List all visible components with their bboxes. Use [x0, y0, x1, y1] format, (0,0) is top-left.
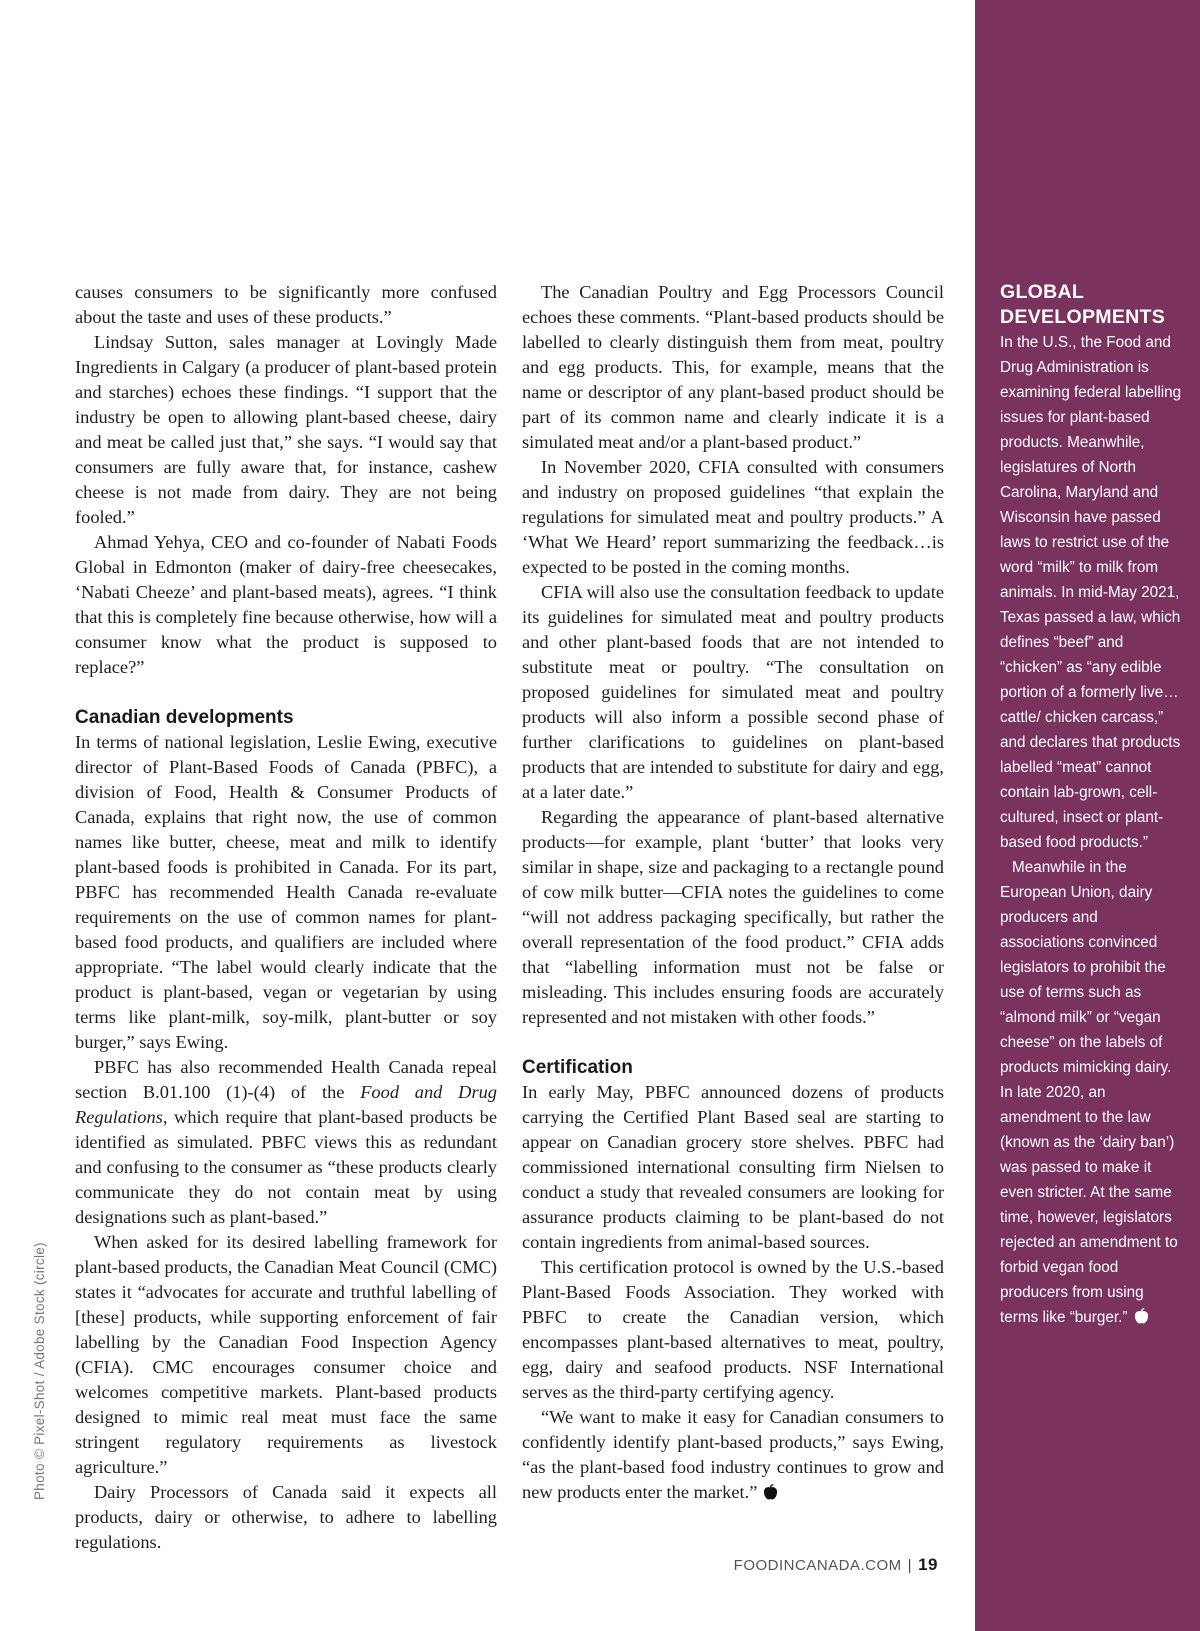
body-paragraph: causes consumers to be significantly more confused about the taste and uses of these products.” — [75, 282, 497, 327]
apple-end-mark-icon — [763, 1484, 778, 1500]
body-paragraph: In November 2020, CFIA consulted with consumers and industry on proposed guidelines “that explain the regulations for simulated meat and poultry products.” A ‘What We Heard’ report summarizing the feedback…is expected to be posted in the coming months. — [522, 457, 944, 577]
middle-column — [522, 280, 944, 1505]
page-number: 19 — [918, 1555, 938, 1574]
footer-site: FOODINCANADA.COM — [733, 1557, 902, 1574]
body-paragraph: CFIA will also use the consultation feedback to update its guidelines for simulated meat and poultry products and other plant-based foods that are not intended to substitute meat or poultry. “The consultation on proposed guidelines for simulated meat and poultry products will also inform a possible second phase of further clarifications to guidelines on plant-based products that are intended to substitute for dairy and egg, at a later date.” — [522, 582, 944, 802]
sidebar-paragraph — [1000, 855, 1185, 1330]
sidebar-title: GLOBAL DEVELOPMENTS — [1000, 281, 1166, 328]
paragraph-text: which require that plant-based products be identified as simulated. PBFC views this as redundant and confusing to the consumer as “these products clearly communicate they do not contain meat by using designations such as plant-based.” — [75, 1107, 497, 1227]
body-paragraph: Regarding the appearance of plant-based alternative products—for example, plant ‘butter’ that looks very similar in shape, size and packaging to a rectangle pound of cow milk butter—CFIA notes the guidelines to come “will not address packaging specifically, but rather the overall representation of the food product.” CFIA adds that “labelling information must not be false or misleading. This includes ensuring foods are accurately represented and not mistaken with other foods.” — [522, 807, 944, 1027]
body-paragraph: Ahmad Yehya, CEO and co-founder of Nabati Foods Global in Edmonton (maker of dairy-free cheesecakes, ‘Nabati Cheeze’ and plant-based meats), agrees. “I think that this is completely fine because otherwise, how will a consumer know what the product is supposed to replace?” — [75, 532, 497, 677]
page-footer — [734, 1555, 938, 1575]
section-heading: Canadian developments — [75, 707, 294, 728]
body-paragraph: Lindsay Sutton, sales manager at Lovingly Made Ingredients in Calgary (a producer of plant-based protein and starches) echoes these findings. “I support that the industry be open to allowing plant-based cheese, dairy and meat be called just that,” she says. “I would say that consumers are fully aware that, for instance, cashew cheese is not made from dairy. They are not being fooled.” — [75, 332, 497, 527]
body-paragraph: Dairy Processors of Canada said it expects all products, dairy or otherwise, to adhere to labelling regulations. — [75, 1482, 497, 1552]
body-paragraph: The Canadian Poultry and Egg Processors Council echoes these comments. “Plant-based products should be labelled to clearly distinguish them from meat, poultry and egg products. This, for example, means that the name or descriptor of any plant-based product should be part of its common name and clearly indicate it is a simulated meat and/or a plant-based product.” — [522, 282, 944, 452]
body-paragraph: In early May, PBFC announced dozens of products carrying the Certified Plant Based seal are starting to appear on Canadian grocery store shelves. PBFC had commissioned international consulting firm Nielsen to conduct a study that revealed consumers are looking for assurance products claiming to be plant-based do not contain ingredients from animal-based sources. — [522, 1082, 944, 1252]
photo-credit: Photo © Pixel-Shot / Adobe Stock (circle) — [32, 1242, 47, 1500]
sidebar-content — [1000, 280, 1185, 1330]
body-paragraph: This certification protocol is owned by the U.S.-based Plant-Based Foods Association. They worked with PBFC to create the Canadian version, which encompasses plant-based alternatives to meat, poultry, egg, dairy and seafood products. NSF International serves as the third-party certifying agency. — [522, 1257, 944, 1402]
body-paragraph — [75, 1055, 497, 1230]
paragraph-text: PBFC has also recommended Health Canada repeal section B.01.100 (1)-(4) of the — [75, 1057, 497, 1102]
apple-end-mark-icon — [1134, 1308, 1149, 1324]
left-column — [75, 280, 497, 1555]
body-paragraph: In terms of national legislation, Leslie Ewing, executive director of Plant-Based Foods of Canada (PBFC), a division of Food, Health & Consumer Products of Canada, explains that right now, the use of common names like butter, cheese, meat and milk to identify plant-based foods is prohibited in Canada. For its part, PBFC has recommended Health Canada re-evaluate requirements on the use of common names for plant-based food products, and qualifiers are included where appropriate. “The label would clearly indicate that the product is plant-based, vegan or vegetarian by using terms like plant-milk, soy-milk, plant-butter or soy burger,” says Ewing. — [75, 732, 497, 1052]
footer-separator: | — [907, 1557, 913, 1574]
regulation-title: Food and Drug Regulations, — [75, 1082, 497, 1127]
sidebar-panel — [975, 0, 1200, 1631]
section-heading: Certification — [522, 1057, 633, 1078]
sidebar-paragraph: In the U.S., the Food and Drug Administration is examining federal labelling issues for plant-based products. Meanwhile, legislatures of North Carolina, Maryland and Wisconsin have passed laws to restrict use of the word “milk” to milk from animals. In mid-May 2021, Texas passed a law, which defines “beef” and “chicken” as “any edible portion of a formerly live…cattle/ chicken carcass,” and declares that products labelled “meat” cannot contain lab-grown, cell-cultured, insect or plant-based food products.” — [1000, 334, 1182, 851]
paragraph-text: “We want to make it easy for Canadian consumers to confidently identify plant-based products,” says Ewing, “as the plant-based food industry continues to grow and new products enter the market.” — [522, 1407, 944, 1502]
body-paragraph — [522, 1405, 944, 1505]
sidebar-text: Meanwhile in the European Union, dairy producers and associations convinced legislators to prohibit the use of terms such as “almond milk” or “vegan cheese” on the labels of products mimicking dairy. In late 2020, an amendment to the law (known as the ‘dairy ban’) was passed to make it even stricter. At the same time, however, legislators rejected an amendment to forbid vegan food producers from using terms like “burger.” — [1000, 859, 1178, 1326]
body-paragraph: When asked for its desired labelling framework for plant-based products, the Canadian Meat Council (CMC) states it “advocates for accurate and truthful labelling of [these] products, while supporting enforcement of fair labelling by the Canadian Food Inspection Agency (CFIA). CMC encourages consumer choice and welcomes competitive markets. Plant-based products designed to mimic real meat must face the same stringent regulatory requirements as livestock agriculture.” — [75, 1232, 497, 1477]
